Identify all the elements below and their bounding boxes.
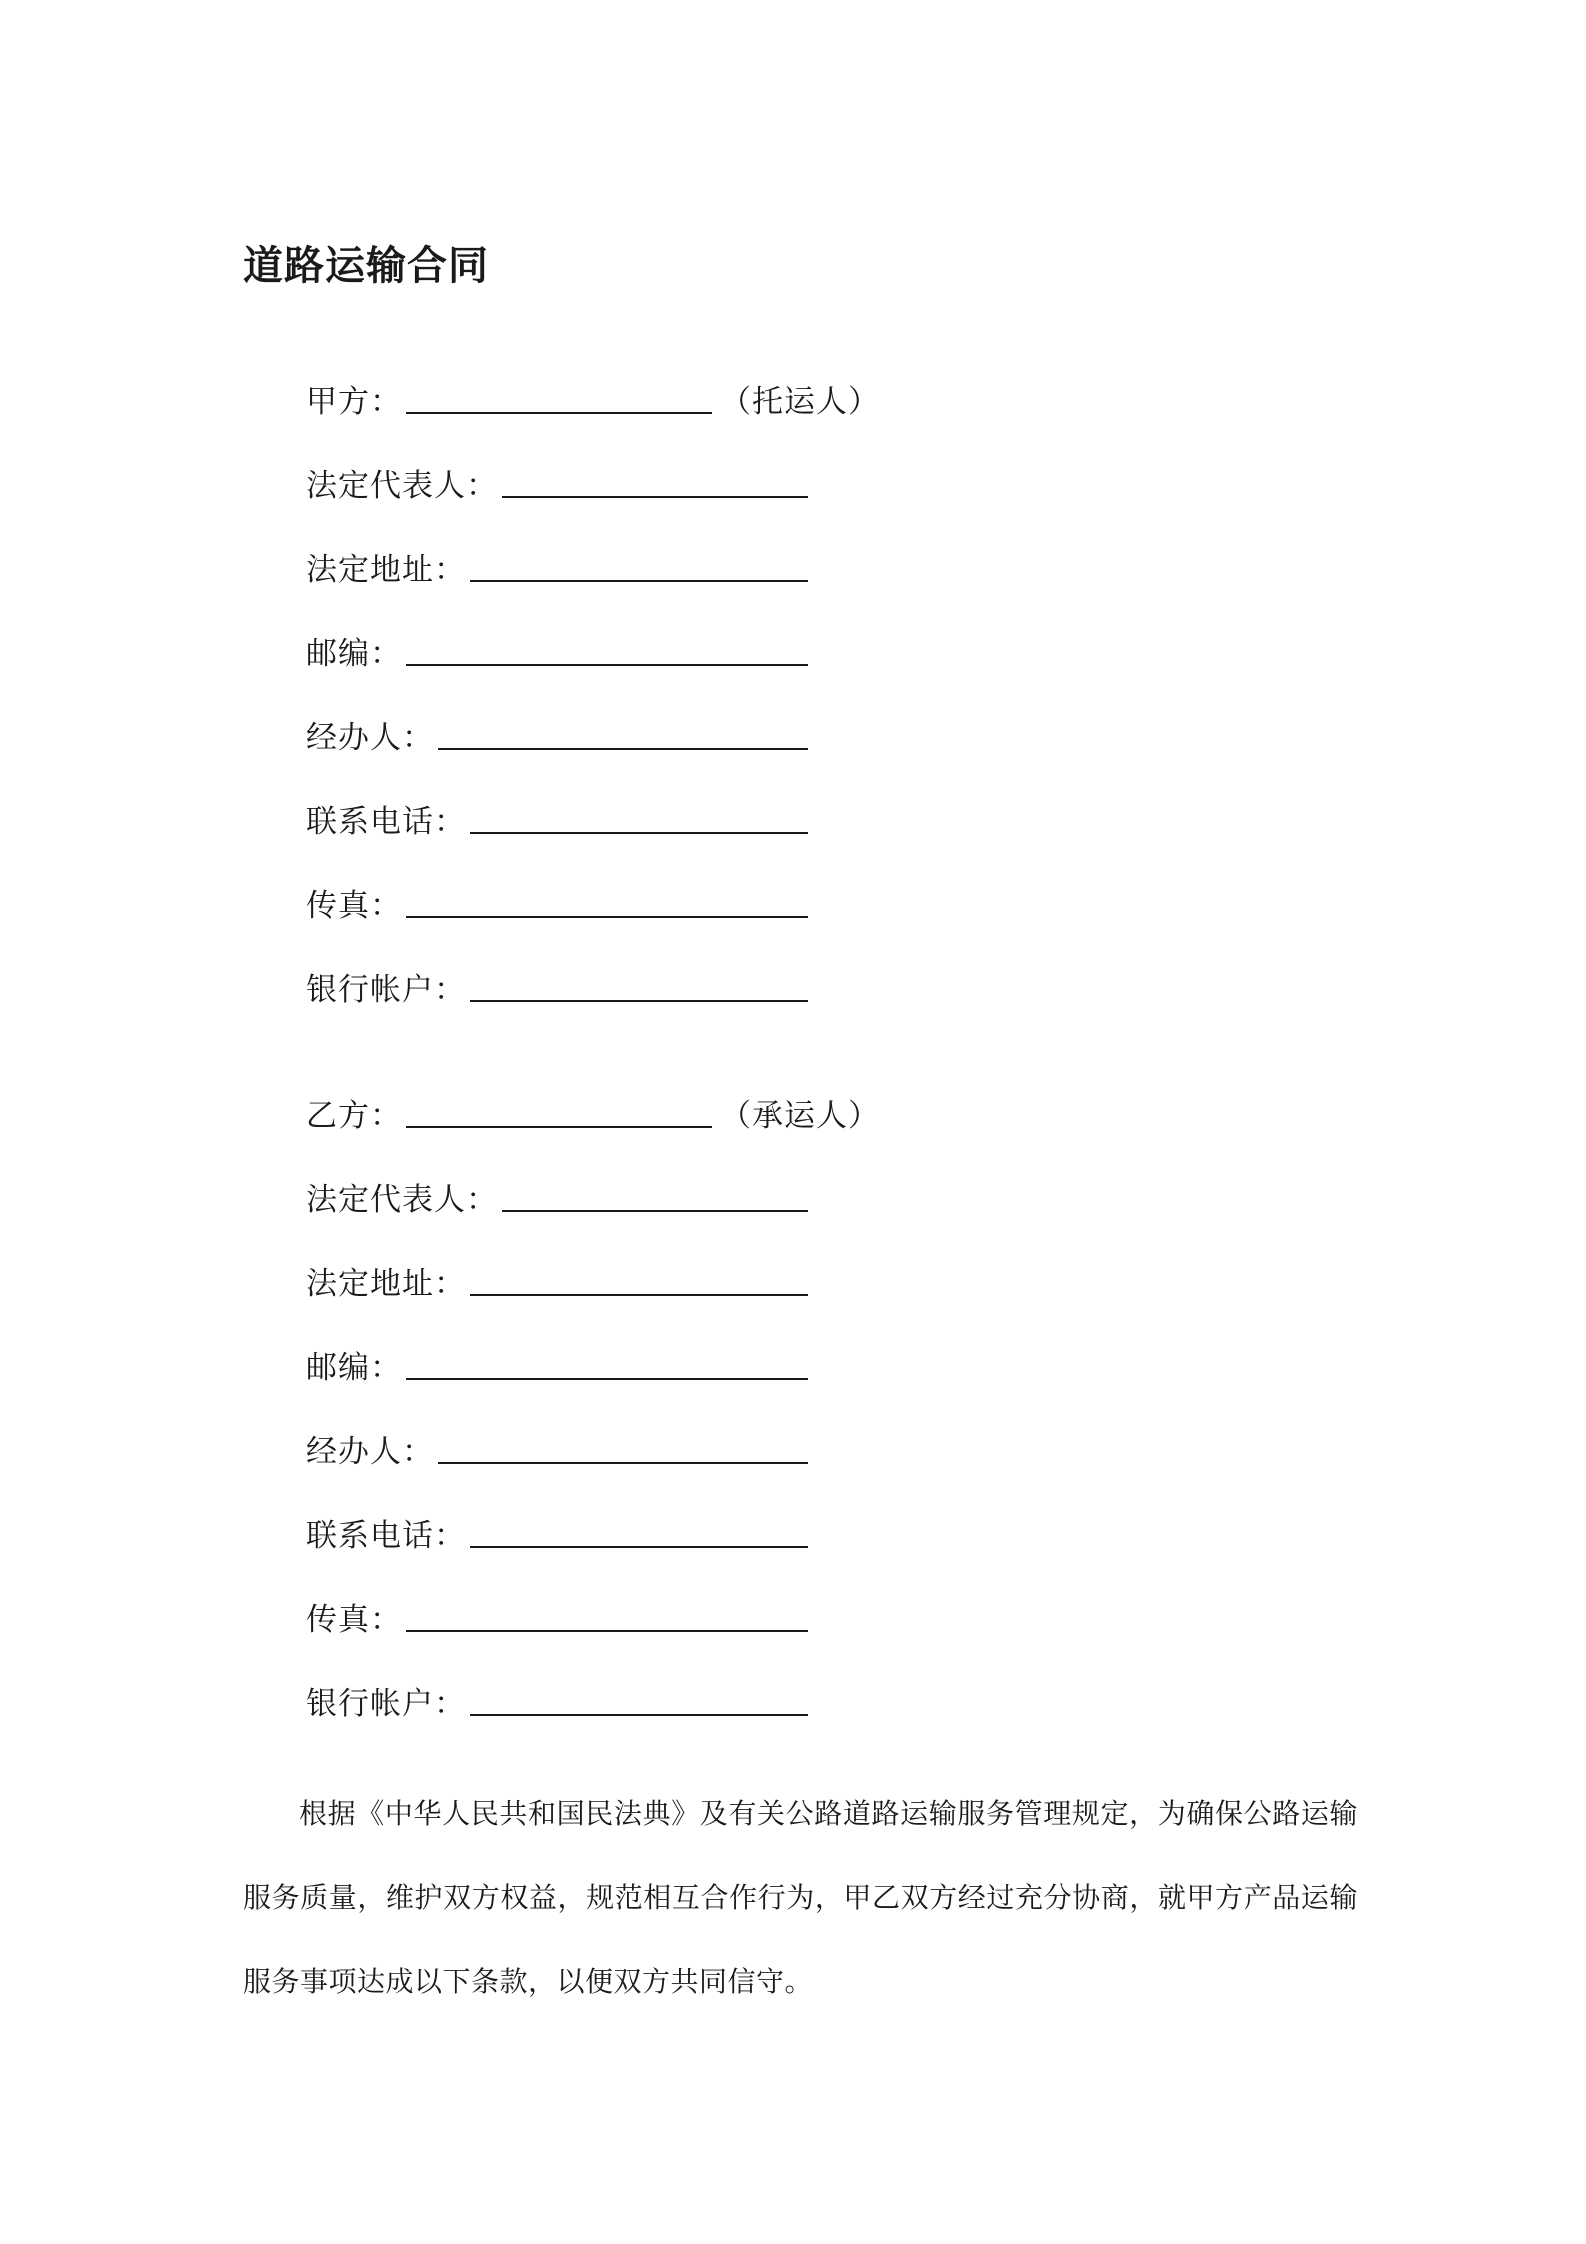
party-a-postcode-label: 邮编： <box>306 636 402 672</box>
party-a-bank-label: 银行帐户： <box>306 972 466 1008</box>
party-a-legal-rep-blank[interactable] <box>502 496 808 498</box>
party-b-legal-rep-blank[interactable] <box>502 1210 808 1212</box>
party-b-section <box>306 1082 926 1754</box>
party-b-name-blank[interactable] <box>406 1126 712 1128</box>
party-a-postcode-row <box>306 620 926 704</box>
party-b-fax-row <box>306 1586 926 1670</box>
party-b-name-row <box>306 1082 926 1166</box>
party-b-bank-blank[interactable] <box>470 1714 808 1716</box>
party-b-phone-label: 联系电话： <box>306 1518 466 1554</box>
party-a-role: （托运人） <box>720 384 880 420</box>
party-a-fax-blank[interactable] <box>406 916 808 918</box>
party-a-handler-blank[interactable] <box>438 748 808 750</box>
party-a-address-label: 法定地址： <box>306 552 466 588</box>
party-b-postcode-row <box>306 1334 926 1418</box>
party-b-address-blank[interactable] <box>470 1294 808 1296</box>
party-b-legal-rep-label: 法定代表人： <box>306 1182 498 1218</box>
document-title: 道路运输合同 <box>243 243 489 289</box>
party-a-legal-rep-row <box>306 452 926 536</box>
party-b-handler-row <box>306 1418 926 1502</box>
party-b-name-label: 乙方： <box>306 1098 402 1134</box>
party-b-fax-label: 传真： <box>306 1602 402 1638</box>
party-a-handler-row <box>306 704 926 788</box>
party-a-name-label: 甲方： <box>306 384 402 420</box>
party-a-name-blank[interactable] <box>406 412 712 414</box>
party-b-handler-blank[interactable] <box>438 1462 808 1464</box>
party-a-address-blank[interactable] <box>470 580 808 582</box>
party-a-name-row <box>306 368 926 452</box>
party-b-phone-blank[interactable] <box>470 1546 808 1548</box>
party-a-legal-rep-label: 法定代表人： <box>306 468 498 504</box>
party-b-bank-row <box>306 1670 926 1754</box>
party-a-phone-label: 联系电话： <box>306 804 466 840</box>
party-b-fax-blank[interactable] <box>406 1630 808 1632</box>
party-b-role: （承运人） <box>720 1098 880 1134</box>
party-a-section <box>306 368 926 1040</box>
party-a-fax-label: 传真： <box>306 888 402 924</box>
party-b-postcode-blank[interactable] <box>406 1378 808 1380</box>
party-a-fax-row <box>306 872 926 956</box>
party-b-address-row <box>306 1250 926 1334</box>
party-b-address-label: 法定地址： <box>306 1266 466 1302</box>
party-a-postcode-blank[interactable] <box>406 664 808 666</box>
party-a-address-row <box>306 536 926 620</box>
party-a-phone-row <box>306 788 926 872</box>
party-b-legal-rep-row <box>306 1166 926 1250</box>
party-a-handler-label: 经办人： <box>306 720 434 756</box>
party-b-postcode-label: 邮编： <box>306 1350 402 1386</box>
party-b-bank-label: 银行帐户： <box>306 1686 466 1722</box>
party-a-phone-blank[interactable] <box>470 832 808 834</box>
preamble-paragraph: 根据《中华人民共和国民法典》及有关公路道路运输服务管理规定，为确保公路运输服务质量，维护双方权益，规范相互合作行为，甲乙双方经过充分协商，就甲方产品运输服务事项达成以下条款，以便双方共同信守。 <box>243 1797 1358 1998</box>
party-b-handler-label: 经办人： <box>306 1434 434 1470</box>
party-a-bank-row <box>306 956 926 1040</box>
party-a-bank-blank[interactable] <box>470 1000 808 1002</box>
party-b-phone-row <box>306 1502 926 1586</box>
